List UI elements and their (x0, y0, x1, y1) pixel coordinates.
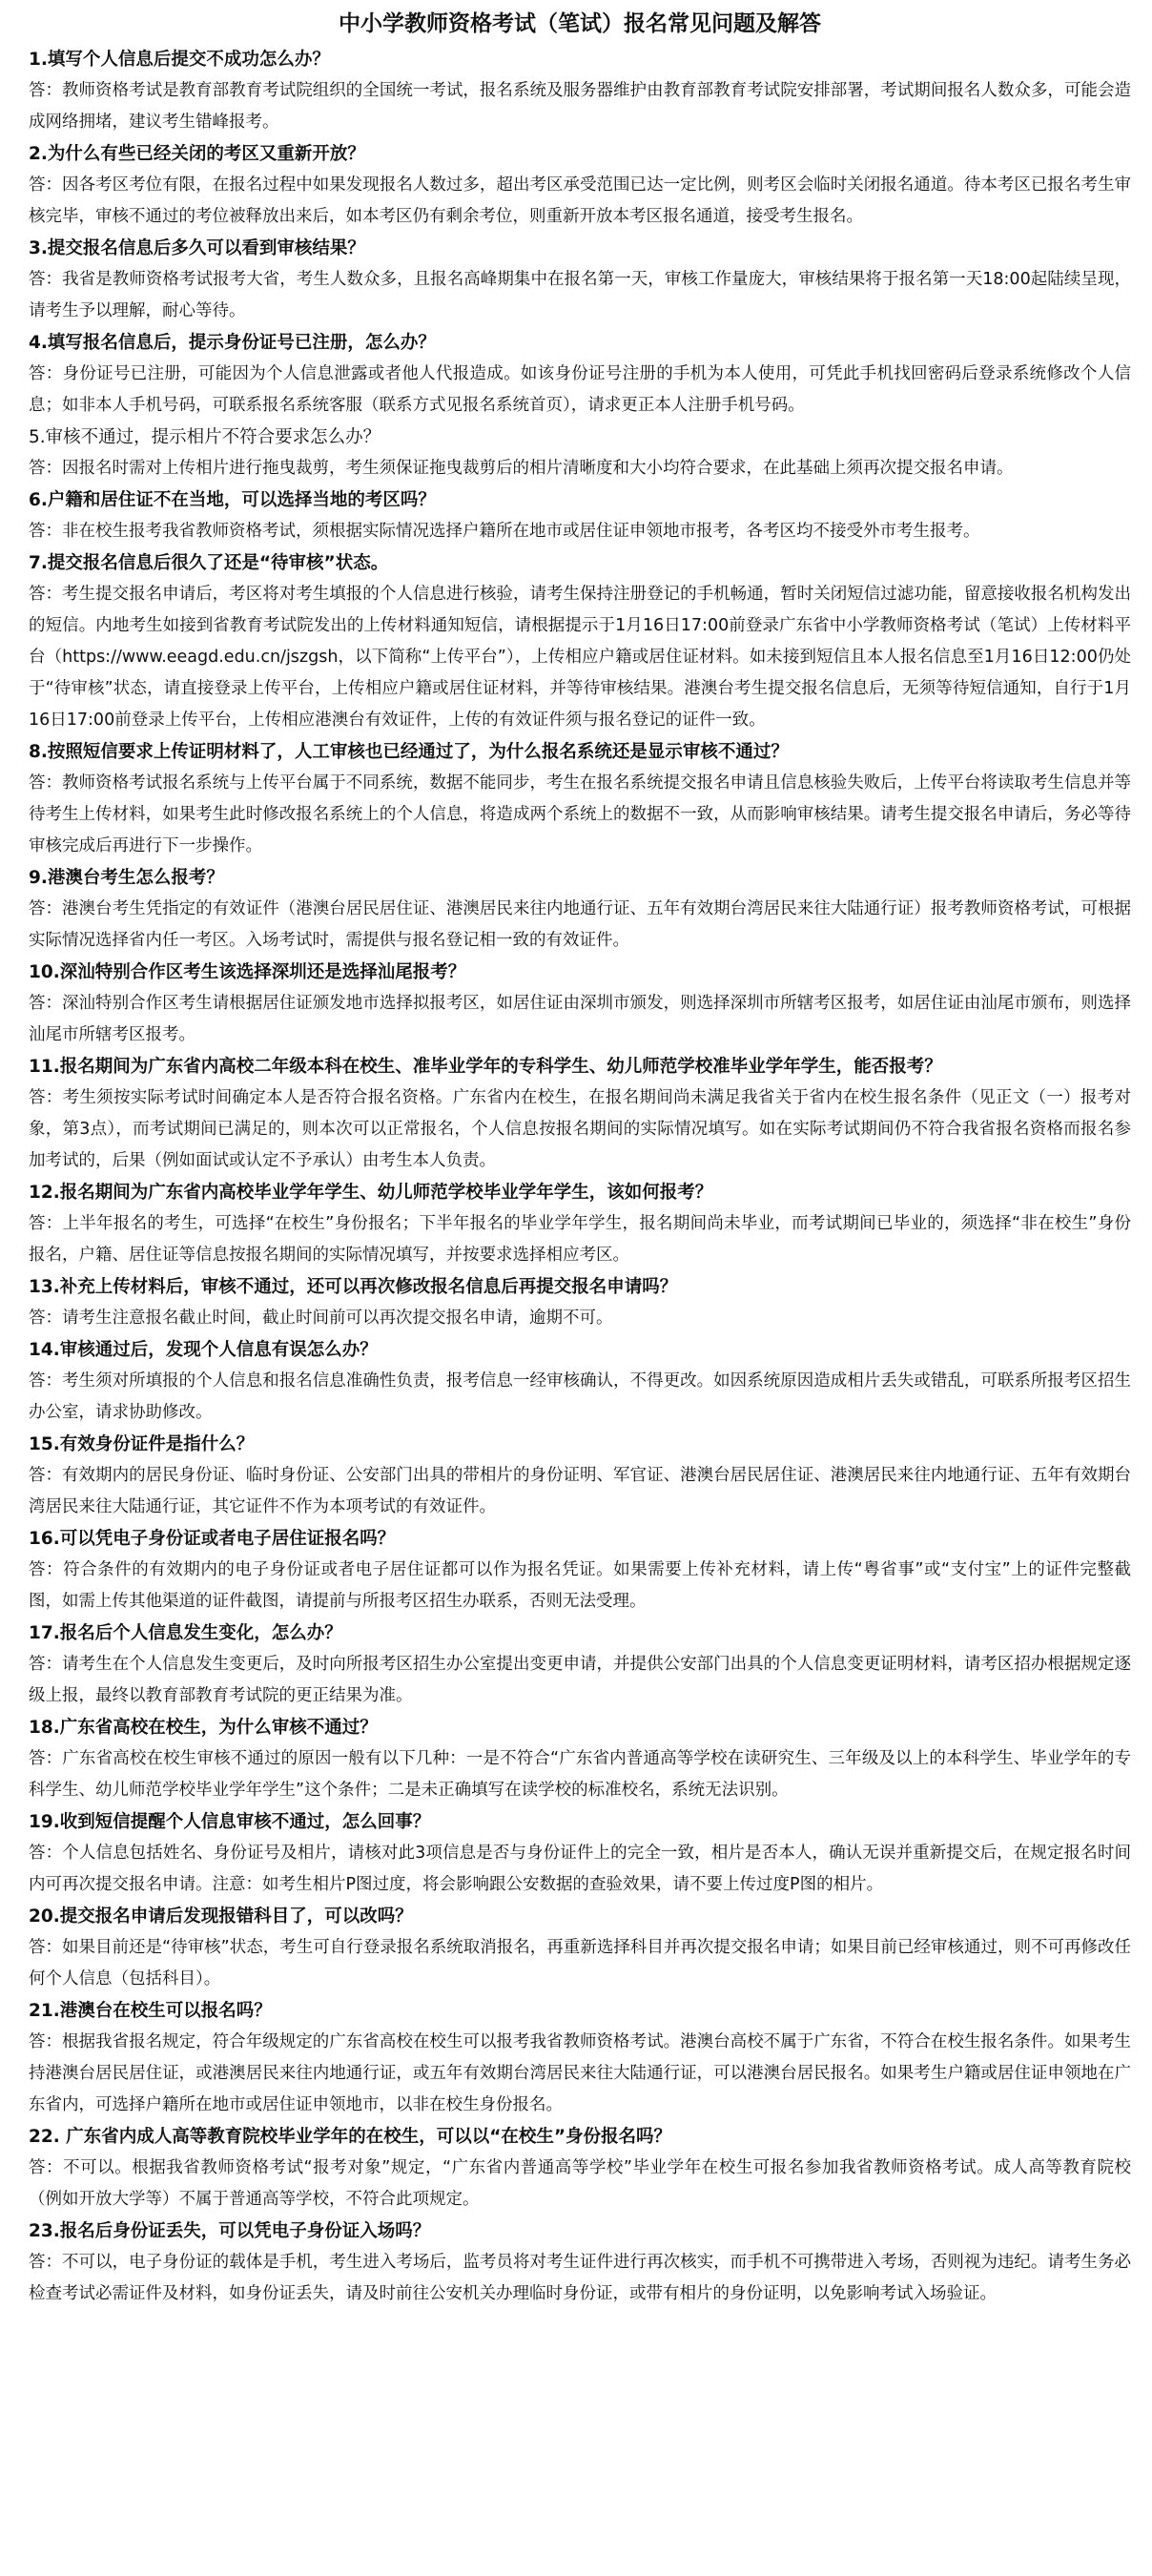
faq-item (29, 1429, 1131, 1523)
faq-question: 5.审核不通过，提示相片不符合要求怎么办？ (29, 427, 381, 447)
faq-item (29, 2121, 1131, 2215)
faq-answer: 答：我省是教师资格考试报考大省，考生人数众多，且报名高峰期集中在报名第一天，审核工作量庞大，审核结果将于报名第一天18:00起陆续呈现，请考生予以理解，耐心等待。 (29, 270, 1131, 320)
faq-answer: 答：教师资格考试是教育部教育考试院组织的全国统一考试，报名系统及服务器维护由教育部教育考试院安排部署，考试期间报名人数众多，可能会造成网络拥堵，建议考生错峰报考。 (29, 81, 1131, 132)
faq-question: 9.港澳台考生怎么报考？ (29, 868, 224, 888)
faq-item (29, 862, 1131, 957)
faq-answer: 答：身份证号已注册，可能因为个人信息泄露或者他人代报造成。如该身份证号注册的手机为本人使用，可凭此手机找回密码后登录系统修改个人信息；如非本人手机号码，可联系报名系统客服（联系方式见报名系统首页），请求更正本人注册手机号码。 (29, 364, 1131, 415)
faq-question: 2.为什么有些已经关闭的考区又重新开放？ (29, 144, 365, 164)
faq-item (29, 957, 1131, 1051)
faq-answer: 答：不可以，电子身份证的载体是手机，考生进入考场后，监考员将对考生证件进行再次核实，而手机不可携带进入考场，否则视为违纪。请考生务必检查考试必需证件及材料，如身份证丢失，请及时前往公安机关办理临时身份证，或带有相片的身份证明，以免影响考试入场验证。 (29, 2253, 1131, 2303)
faq-item (29, 1271, 1131, 1334)
faq-question: 12.报名期间为广东省内高校毕业学年学生、幼儿师范学校毕业学年学生，该如何报考？ (29, 1183, 713, 1203)
faq-answer: 答：不可以。根据我省教师资格考试“报考对象”规定，“广东省内普通高等学校”毕业学年在校生可报名参加我省教师资格考试。成人高等教育院校（例如开放大学等）不属于普通高等学校，不符合此项规定。 (29, 2158, 1131, 2209)
faq-question: 19.收到短信提醒个人信息审核不通过，怎么回事？ (29, 1812, 431, 1832)
faq-question: 3.提交报名信息后多久可以看到审核结果？ (29, 238, 365, 258)
faq-item (29, 736, 1131, 862)
faq-item (29, 233, 1131, 327)
faq-item (29, 1177, 1131, 1271)
faq-item (29, 2215, 1131, 2310)
faq-answer: 答：个人信息包括姓名、身份证号及相片，请核对此3项信息是否与身份证件上的完全一致，相片是否本人，确认无误并重新提交后，在规定报名时间内可再次提交报名申请。注意：如考生相片P图过度，将会影响跟公安数据的查验效果，请不要上传过度P图的相片。 (29, 1844, 1131, 1894)
faq-item (29, 1901, 1131, 1995)
faq-item (29, 484, 1131, 547)
faq-item (29, 327, 1131, 422)
faq-answer: 答：因报名时需对上传相片进行拖曳裁剪，考生须保证拖曳裁剪后的相片清晰度和大小均符合要求，在此基础上须再次提交报名申请。 (29, 459, 1014, 478)
faq-question: 22. 广东省内成人高等教育院校毕业学年的在校生，可以以“在校生”身份报名吗？ (29, 2127, 672, 2147)
faq-item (29, 1806, 1131, 1901)
faq-answer: 答：深汕特别合作区考生请根据居住证颁发地市选择拟报考区，如居住证由深圳市颁发，则选择深圳市所辖考区报考，如居住证由汕尾市颁布，则选择汕尾市所辖考区报考。 (29, 994, 1131, 1044)
faq-answer: 答：教师资格考试报名系统与上传平台属于不同系统，数据不能同步，考生在报名系统提交报名申请且信息核验失败后，上传平台将读取考生信息并等待考生上传材料，如果考生此时修改报名系统上的个人信息，将造成两个系统上的数据不一致，从而影响审核结果。请考生提交报名申请后，务必等待审核完成后再进行下一步操作。 (29, 773, 1131, 855)
faq-question: 18.广东省高校在校生，为什么审核不通过？ (29, 1718, 378, 1738)
faq-question: 6.户籍和居住证不在当地，可以选择当地的考区吗？ (29, 490, 436, 510)
faq-answer: 答：考生提交报名申请后，考区将对考生填报的个人信息进行核验，请考生保持注册登记的手机畅通，暂时关闭短信过滤功能，留意接收报名机构发出的短信。内地考生如接到省教育考试院发出的上传材料通知短信，请根据提示于1月16日17:00前登录广东省中小学教师资格考试（笔试）上传材料平台（https://www.eeagd.edu.cn/jszgsh，以下简称“上传平台”），上传相应户籍或居住证材料。如未接到短信且本人报名信息至1月16日12:00仍处于“待审核”状态，请直接登录上传平台，上传相应户籍或居住证材料，并等待审核结果。港澳台考生提交报名信息后，无须等待短信通知，自行于1月16日17:00前登录上传平台，上传相应港澳台有效证件，上传的有效证件须与报名登记的证件一致。 (29, 585, 1131, 730)
faq-question: 13.补充上传材料后，审核不通过，还可以再次修改报名信息后再提交报名申请吗？ (29, 1277, 678, 1297)
faq-question: 8.按照短信要求上传证明材料了，人工审核也已经通过了，为什么报名系统还是显示审核不通过？ (29, 742, 789, 762)
page-title: 中小学教师资格考试（笔试）报名常见问题及解答 (339, 11, 821, 36)
faq-question: 14.审核通过后，发现个人信息有误怎么办？ (29, 1340, 378, 1360)
faq-answer: 答：上半年报名的考生，可选择“在校生”身份报名；下半年报名的毕业学年学生，报名期间尚未毕业，而考试期间已毕业的，须选择“非在校生”身份报名，户籍、居住证等信息按报名期间的实际情况填写，并按要求选择相应考区。 (29, 1214, 1131, 1265)
faq-item (29, 1712, 1131, 1806)
faq-answer: 答：请考生在个人信息发生变更后，及时向所报考区招生办公室提出变更申请，并提供公安部门出具的个人信息变更证明材料，请考区招办根据规定逐级上报，最终以教育部教育考试院的更正结果为准。 (29, 1655, 1131, 1705)
faq-answer: 答：因各考区考位有限，在报名过程中如果发现报名人数过多，超出考区承受范围已达一定比例，则考区会临时关闭报名通道。待本考区已报名考生审核完毕，审核不通过的考位被释放出来后，如本考区仍有剩余考位，则重新开放本考区报名通道，接受考生报名。 (29, 175, 1131, 226)
faq-question: 17.报名后个人信息发生变化，怎么办？ (29, 1623, 342, 1643)
faq-item (29, 1618, 1131, 1712)
faq-question: 4.填写报名信息后，提示身份证号已注册，怎么办？ (29, 333, 436, 353)
faq-item (29, 1523, 1131, 1618)
faq-answer: 答：考生须对所填报的个人信息和报名信息准确性负责，报考信息一经审核确认，不得更改。如因系统原因造成相片丢失或错乱，可联系所报考区招生办公室，请求协助修改。 (29, 1371, 1131, 1422)
faq-item (29, 1334, 1131, 1429)
faq-question: 20.提交报名申请后发现报错科目了，可以改吗？ (29, 1906, 413, 1927)
faq-question: 23.报名后身份证丢失，可以凭电子身份证入场吗？ (29, 2221, 431, 2241)
faq-answer: 答：如果目前还是“待审核”状态，考生可自行登录报名系统取消报名，再重新选择科目并再次提交报名申请；如果目前已经审核通过，则不可再修改任何个人信息（包括科目）。 (29, 1938, 1131, 1989)
faq-answer: 答：港澳台考生凭指定的有效证件（港澳台居民居住证、港澳居民来往内地通行证、五年有效期台湾居民来往大陆通行证）报考教师资格考试，可根据实际情况选择省内任一考区。入场考试时，需提供与报名登记相一致的有效证件。 (29, 899, 1131, 950)
faq-question: 15.有效身份证件是指什么？ (29, 1434, 255, 1454)
faq-answer: 答：根据我省报名规定，符合年级规定的广东省高校在校生可以报考我省教师资格考试。港澳台高校不属于广东省，不符合在校生报名条件。如果考生持港澳台居民居住证，或港澳居民来往内地通行证，或五年有效期台湾居民来往大陆通行证，可以港澳台居民报名。如果考生户籍或居住证申领地在广东省内，可选择户籍所在地市或居住证申领地市，以非在校生身份报名。 (29, 2032, 1131, 2114)
faq-item (29, 44, 1131, 138)
faq-list (29, 44, 1131, 2310)
faq-item (29, 1995, 1131, 2121)
faq-question: 16.可以凭电子身份证或者电子居住证报名吗？ (29, 1529, 396, 1549)
faq-question: 1.填写个人信息后提交不成功怎么办？ (29, 50, 330, 70)
faq-item (29, 138, 1131, 233)
faq-item (29, 547, 1131, 736)
faq-question: 7.提交报名信息后很久了还是“待审核”状态。 (29, 553, 389, 573)
faq-item (29, 422, 1131, 484)
faq-item (29, 1051, 1131, 1177)
faq-answer: 答：非在校生报考我省教师资格考试，须根据实际情况选择户籍所在地市或居住证申领地市报考，各考区均不接受外市考生报考。 (29, 522, 980, 541)
faq-answer: 答：有效期内的居民身份证、临时身份证、公安部门出具的带相片的身份证明、军官证、港澳台居民居住证、港澳居民来往内地通行证、五年有效期台湾居民来往大陆通行证，其它证件不作为本项考试的有效证件。 (29, 1466, 1131, 1516)
faq-answer: 答：考生须按实际考试时间确定本人是否符合报名资格。广东省内在校生，在报名期间尚未满足我省关于省内在校生报名条件（见正文（一）报考对象，第3点），而考试期间已满足的，则本次可以正常报名，个人信息按报名期间的实际情况填写。如在实际考试期间仍不符合我省报名资格而报名参加考试的，后果（例如面试或认定不予承认）由考生本人负责。 (29, 1088, 1131, 1170)
faq-question: 10.深汕特别合作区考生该选择深圳还是选择汕尾报考？ (29, 962, 466, 982)
faq-question: 21.港澳台在校生可以报名吗？ (29, 2001, 272, 2021)
faq-question: 11.报名期间为广东省内高校二年级本科在校生、准毕业学年的专科学生、幼儿师范学校准毕业学年学生，能否报考？ (29, 1057, 942, 1077)
faq-answer: 答：请考生注意报名截止时间，截止时间前可以再次提交报名申请，逾期不可。 (29, 1309, 613, 1328)
faq-answer: 答：广东省高校在校生审核不通过的原因一般有以下几种：一是不符合“广东省内普通高等学校在读研究生、三年级及以上的本科学生、毕业学年的专科学生、幼儿师范学校毕业学年学生”这个条件；二是未正确填写在读学校的标准校名，系统无法识别。 (29, 1749, 1131, 1800)
faq-answer: 答：符合条件的有效期内的电子身份证或者电子居住证都可以作为报名凭证。如果需要上传补充材料，请上传“粤省事”或“支付宝”上的证件完整截图，如需上传其他渠道的证件截图，请提前与所报考区招生办联系，否则无法受理。 (29, 1560, 1131, 1611)
